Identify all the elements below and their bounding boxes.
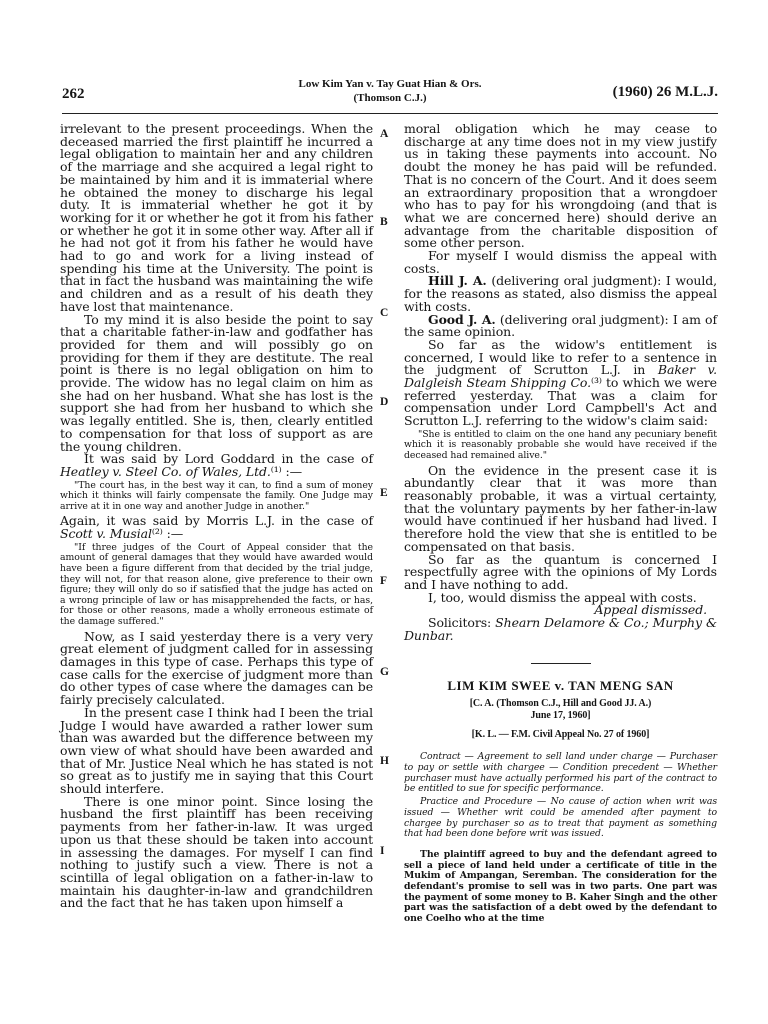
paragraph [404,275,717,313]
solicitors-names: Shearn Delamore & Co.; Murphy & Dunbar. [404,615,717,643]
block-quote: "She is entitled to claim on the one hand any pecuniary benefit which it is reasonably probable she would have received if the deceased had remained alive." [404,428,717,462]
paragraph: To my mind it is also beside the point to say that a charitable father-in-law and godfather has provided for them and will possibly go on providing for them if they are destitute. The real point is there is no legal obligation on him to provide. The widow has no legal claim on him as she had on her husband. What she has lost is the support she had from her husband to which she was legally entitled. She is, then, clearly entitled to compensation for that loss of support as are the young children. [60,311,373,454]
margin-letter-f: F [380,575,388,587]
right-column [404,123,717,924]
case-summary: The plaintiff agreed to buy and the defendant agreed to sell a piece of land held under a certificate of title in the Mukim of Ampangan, Seremban. The consideration for the defendant's promise to sell was in two parts. One part was the payment of some money to B. Kaher Singh and the other part was the satisfaction of a debt owed by the defendant to one Coelho who at the time [404,849,717,924]
date-line: June 17, 1960] [530,710,591,722]
judge-name: Good J. A. [428,311,496,327]
margin-letter-a: A [380,128,389,140]
paragraph: On the evidence in the present case it is abundantly clear that it was more than reasonably probable, it was a virtual certainty, that the voluntary payments by her father-in-law would have continued if her husband had lived. I therefore hold the view that she is entitled to be compensated on that basis. [404,462,717,554]
text-run: Again, it was said by Morris L.J. in the case of [60,513,373,529]
paragraph: irrelevant to the present proceedings. When the deceased married the first plaintiff he incurred a legal obligation to maintain her and any children of the marriage and she acquired a legal right to be maintained by him and it is immaterial where he obtained the money to discharge his legal duty. It is immaterial whether he got it by working for it or whether he got it from his father or whether he got it in some other way. After all if he had not got it from his father he would have had to go and work for a living instead of spending his time at the University. The point is that in fact the husband was maintaining the wife and children and as a result of his death they have lost that maintenance. [60,121,373,314]
judge-name: Hill J. A. [428,273,487,289]
text-run: ⁽²⁾ :— [151,526,184,542]
paragraph: Now, as I said yesterday there is a very very great element of judgment called for in assessing damages in this type of case. Perhaps this type of case calls for the exercise of judgment more than do other types of case where the damages can be fairly precisely calculated. [60,628,373,708]
margin-letter-e: E [380,487,388,499]
paragraph [404,336,718,429]
text-run: ⁽³⁾ to which we were referred yesterday. That was a claim for compensation under Lord Campbell's Act and Scrutton L.J. referring to the widow's claim said: [404,375,717,429]
text-run: So far as the widow's entitlement is concerned, I would like to refer to a sentence in the judgment of Scrutton L.J. in [404,336,717,378]
paragraph [60,453,373,478]
text-run: (delivering oral judgment): I would, for the reasons as stated, also dismiss the appeal with costs. [404,273,718,314]
case-title: LIM KIM SWEE v. TAN MENG SAN [447,677,674,693]
case-name: Scott v. Musial [60,526,152,542]
headnote-contract: Contract — Agreement to sell land under charge — Purchaser to pay or settle with chargee — Condition precedent — Whether purchaser must have actually performed his part of the contract to be entitled to sue for specific performance. [404,750,717,795]
paragraph: In the present case I think had I been the trial Judge I would have awarded a rather lower sum than was awarded but the difference between my own view of what should have been awarded and that of Mr. Justice Neal which he has stated is not so great as to justify me in saying that this Court should interfere. [60,704,373,797]
margin-letter-g: G [380,666,389,678]
headnote-practice: Practice and Procedure — No cause of action when writ was issued — Whether writ could be amended after payment to chargee by purchaser so as to treat that payment as something that had been done before writ was issued. [404,796,717,840]
paragraph [60,515,373,540]
text-run: (delivering oral judgment): I am of the same opinion. [404,311,718,340]
paragraph: There is one minor point. Since losing the husband the first plaintiff has been receiving payments from her father-in-law. It was urged upon us that these should be taken into account in assessing the damages. For myself I can find nothing to justify such a view. There is not a scintilla of legal obligation on a father-in-law to maintain his daughter-in-law and grandchildren and the fact that he has taken upon himself a [60,793,373,911]
paragraph: I, too, would dismiss the appeal with costs. [428,589,697,605]
paragraph: moral obligation which he may cease to discharge at any time does not in my view justify us in taking these payments into account. No doubt the money he has paid will be refunded. That is no concern of the Court. And it does seem an extraordinary proposition that a wrongdoer who has to pay for his wrongdoing (and that is what we are concerned here) should derive an advantage from the charitable disposition of some other person. [404,121,717,251]
margin-letter-i: I [380,845,385,857]
header-rule [62,113,718,114]
case-reference: [K. L. — F.M. Civil Appeal No. 27 of 1960] [471,729,650,741]
solicitors-label: Solicitors: [428,615,496,631]
margin-letter-b: B [380,216,388,228]
running-head-title: Low Kim Yan v. Tay Guat Hian & Ors. [298,78,482,90]
text-run: It was said by Lord Goddard in the case of [84,451,373,467]
case-name: Baker v. Dalgleish Steam Shipping Co. [404,362,718,391]
block-quote: "If three judges of the Court of Appeal consider that the amount of general damages that they would have awarded would have been a figure different from that decided by the trial judge, they will not, for that reason alone, give preference to their own figure; they will only do so if satisfied that the judge has acted on a wrong principle of law or has misapprehended the facts, or has, for those or other reasons, made a wholly erroneous estimate of the damage suffered." [60,541,373,628]
solicitors-line [404,617,717,642]
paragraph: So far as the quantum is concerned I respectfully agree with the opinions of My Lords and I have nothing to add. [404,551,717,592]
case-name: Heatley v. Steel Co. of Wales, Ltd. [60,463,271,479]
margin-letter-d: D [380,396,389,408]
court-line: [C. A. (Thomson C.J., Hill and Good JJ. A.) [469,698,652,710]
appeal-result-text: Appeal dismissed. [594,602,707,618]
page-number: 262 [62,86,85,102]
left-column [60,123,373,910]
running-head [212,77,568,105]
text-run: ⁽¹⁾ :— [270,463,303,479]
section-divider [531,663,591,664]
paragraph [404,311,718,340]
page-header [62,72,718,112]
running-head-judge: (Thomson C.J.) [353,92,427,104]
block-quote: "The court has, in the best way it can, to find a sum of money which it thinks will fairly compensate the family. One Judge may arrive at it in one way and another Judge in another." [60,479,373,512]
journal-citation: (1960) 26 M.L.J. [612,84,718,100]
margin-letter-c: C [380,307,389,319]
paragraph: For myself I would dismiss the appeal with costs. [404,248,717,276]
margin-letter-h: H [380,755,389,767]
court-coram [404,698,717,722]
